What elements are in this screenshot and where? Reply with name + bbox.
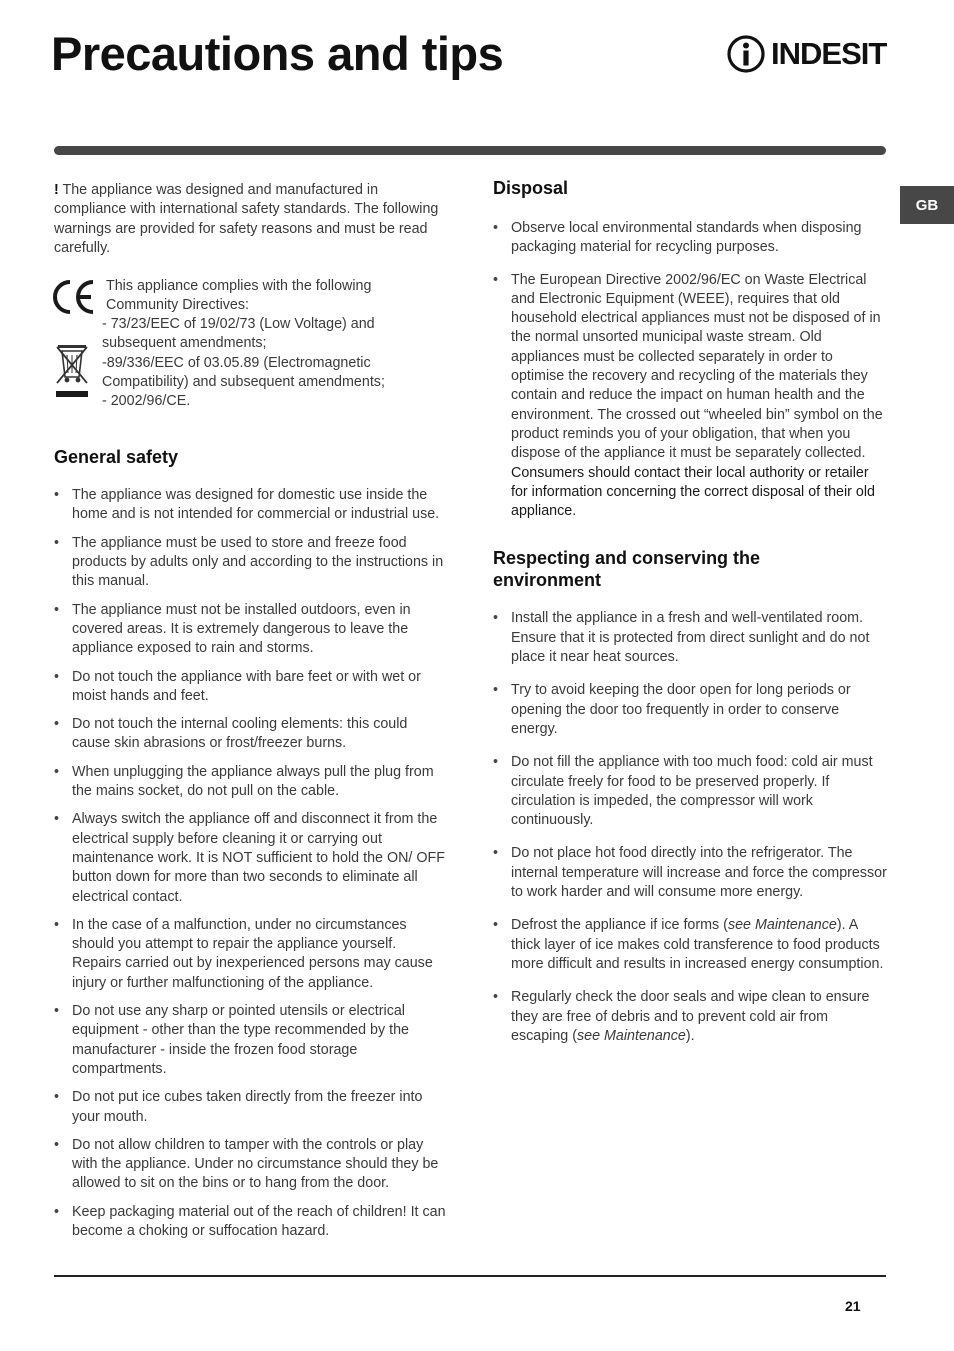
disposal-list xyxy=(493,219,889,521)
list-item: • Observe local environmental standards when disposing packaging material for recycling purposes. xyxy=(493,219,889,258)
list-item-text: Defrost the appliance if ice forms ( xyxy=(511,917,728,934)
list-item: • Do not place hot food directly into the refrigerator. The internal temperature will increase and force the compressor to work harder and will consume more energy. xyxy=(493,844,889,902)
header-divider xyxy=(54,146,886,155)
page-number: 21 xyxy=(845,1298,861,1314)
list-item-text: ). A thick layer of ice makes cold transference to food products more difficult and results in increased energy consumption. xyxy=(511,917,884,972)
cross-reference: see Maintenance xyxy=(727,917,837,934)
list-item xyxy=(493,271,889,522)
list-item: • Do not use any sharp or pointed utensils or electrical equipment - other than the type recommended by the manufacturer - inside the frozen food storage compartments. xyxy=(54,1002,449,1079)
environment-list xyxy=(493,609,889,1046)
list-item xyxy=(493,988,889,1046)
list-item: • Do not allow children to tamper with the controls or play with the appliance. Under no circumstance should they be allowed to sit on the bins or to hang from the door. xyxy=(54,1136,449,1194)
list-item: • The appliance must be used to store and freeze food products by adults only and according to the instructions in this manual. xyxy=(54,534,449,592)
right-column xyxy=(493,177,889,1060)
list-item: • Keep packaging material out of the reach of children! It can become a choking or suffocation hazard. xyxy=(54,1203,449,1242)
directives-block xyxy=(54,277,449,412)
page-title: Precautions and tips xyxy=(51,27,504,80)
intro-text: The appliance was designed and manufactured in compliance with international safety standards. The following warnings are provided for safety reasons and must be read carefully. xyxy=(54,182,439,256)
list-item-note: Consumers should contact their local authority or retailer for information concerning the correct disposal of their old appliance. xyxy=(511,464,875,520)
list-item: • Do not put ice cubes taken directly from the freezer into your mouth. xyxy=(54,1088,449,1127)
directive-line: - 73/23/EEC of 19/02/73 (Low Voltage) and xyxy=(102,316,375,333)
intro-paragraph xyxy=(54,181,449,258)
list-item: • Do not touch the appliance with bare feet or with wet or moist hands and feet. xyxy=(54,668,449,707)
directive-line: Community Directives: xyxy=(106,297,249,314)
list-item: • When unplugging the appliance always pull the plug from the mains socket, do not pull on the cable. xyxy=(54,763,449,802)
general-safety-heading: General safety xyxy=(54,447,179,468)
directive-line: subsequent amendments; xyxy=(102,335,267,352)
general-safety-list xyxy=(54,486,449,1241)
list-item: • The appliance was designed for domestic use inside the home and is not intended for commercial or industrial use. xyxy=(54,486,449,525)
list-item: • Do not touch the internal cooling elements: this could cause skin abrasions or frost/freezer burns. xyxy=(54,715,449,754)
brand-name: INDESIT xyxy=(771,36,887,71)
left-column xyxy=(54,181,449,1250)
indesit-i-logo-icon xyxy=(726,34,766,74)
footer-divider xyxy=(54,1275,886,1277)
list-item: • The appliance must not be installed outdoors, even in covered areas. It is extremely dangerous to leave the appliance exposed to rain and storms. xyxy=(54,601,449,659)
directive-line: - 2002/96/CE. xyxy=(102,393,191,410)
disposal-heading: Disposal xyxy=(493,178,569,198)
list-item: • Do not fill the appliance with too much food: cold air must circulate freely for food to be preserved properly. If circulation is impeded, the compressor will work continuously. xyxy=(493,753,889,830)
list-item: • Install the appliance in a fresh and well-ventilated room. Ensure that it is protected from direct sunlight and do not place it near heat sources. xyxy=(493,609,889,667)
list-item-text: Regularly check the door seals and wipe clean to ensure they are free of debris and to prevent cold air from escaping ( xyxy=(511,989,870,1044)
environment-heading: Respecting and conserving the environment xyxy=(493,548,761,591)
directive-line: Compatibility) and subsequent amendments; xyxy=(102,374,385,391)
list-item-text: ). xyxy=(685,1027,695,1044)
directive-line: -89/336/EEC of 03.05.89 (Electromagnetic xyxy=(102,355,371,372)
brand-logo xyxy=(726,33,886,75)
list-item: • In the case of a malfunction, under no circumstances should you attempt to repair the appliance yourself. Repairs carried out by inexperienced persons may cause injury or further malfunctioning of the appliance. xyxy=(54,916,449,993)
list-item xyxy=(493,916,889,974)
list-item: • Always switch the appliance off and disconnect it from the electrical supply before cleaning it or carrying out maintenance work. It is NOT sufficient to hold the ON/ OFF button down for more than two seconds to eliminate all electrical contact. xyxy=(54,810,449,906)
cross-reference: see Maintenance xyxy=(576,1027,686,1044)
ce-mark-icon xyxy=(46,277,102,317)
directive-line: This appliance complies with the following xyxy=(106,278,372,295)
warning-mark: ! xyxy=(54,182,59,198)
crossed-out-wheeled-bin-icon xyxy=(54,343,90,401)
list-item: • Try to avoid keeping the door open for long periods or opening the door too frequently in order to conserve energy. xyxy=(493,681,889,739)
language-tab: GB xyxy=(900,186,954,224)
list-item-text: The European Directive 2002/96/EC on Waste Electrical and Electronic Equipment (WEEE), requires that old household electrical appliances must not be disposed of in the normal unsorted municipal waste stream. Old appliances must be collected separately in order to optimise the recovery and recycling of the materials they contain and reduce the impact on human health and the environment. The crossed out “wheeled bin” symbol on the product reminds you of your obligation, that when you dispose of the appliance it must be separately collected. xyxy=(511,271,883,462)
